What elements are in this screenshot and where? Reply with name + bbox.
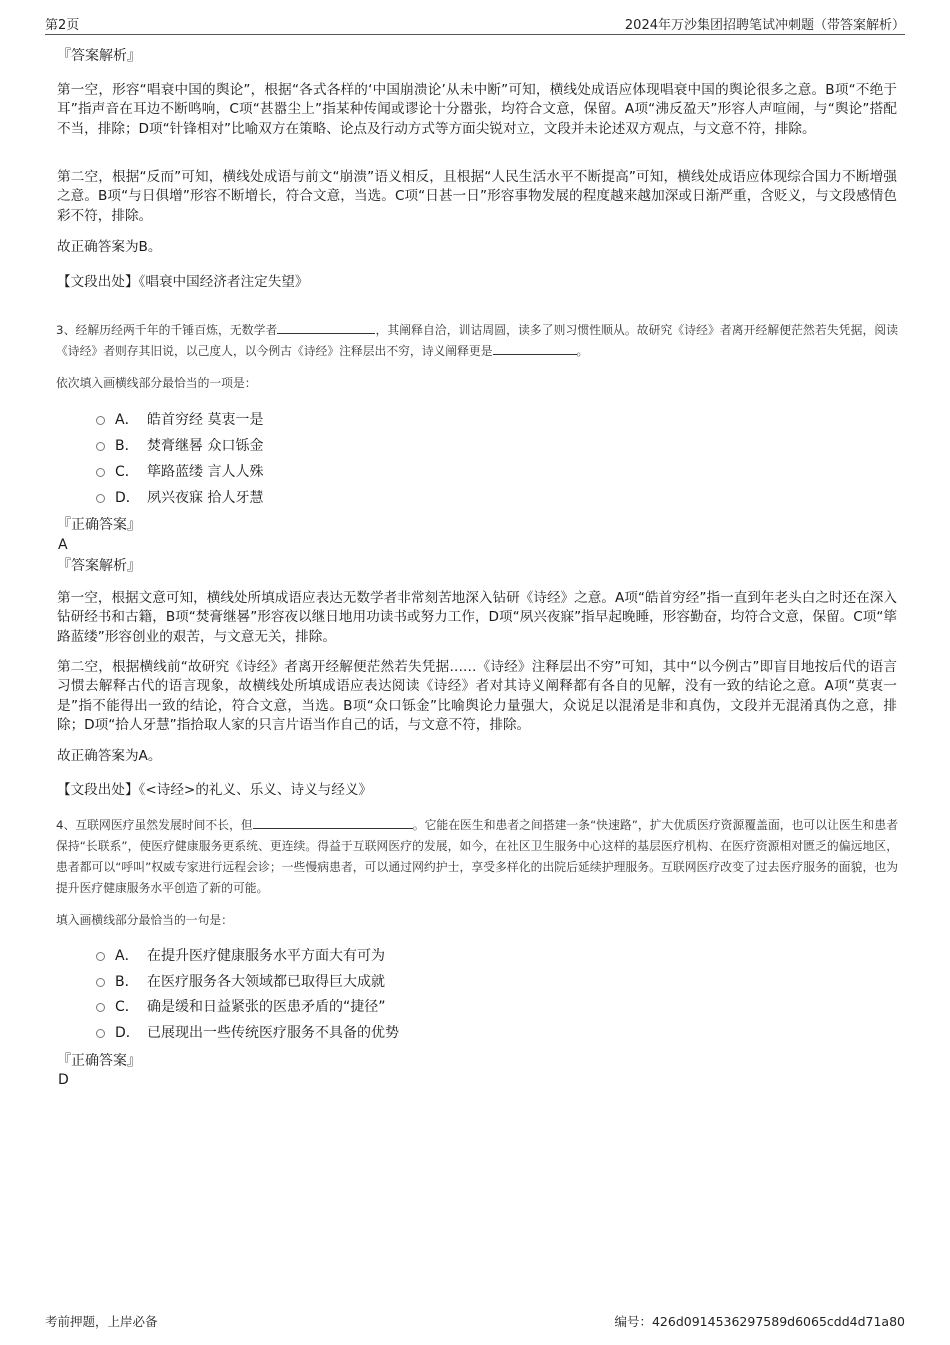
stem-text: 4、互联网医疗虽然发展时间不长，但: [56, 818, 253, 832]
analysis-label: 『答案解析』: [57, 558, 141, 574]
footer-slogan: 考前押题，上岸必备: [45, 1314, 158, 1329]
source-label: 【文段出处】: [57, 782, 139, 798]
correct-answer: A: [58, 537, 68, 553]
source-title: 《唱衰中国经济者注定失望》: [138, 274, 309, 290]
page-number: 第2页: [45, 18, 80, 33]
correct-answer: D: [58, 1072, 69, 1088]
radio-icon[interactable]: [96, 1003, 105, 1012]
page-header: [45, 14, 905, 35]
radio-icon[interactable]: [96, 468, 105, 477]
option-b[interactable]: B． 在医疗服务各大领域都已取得巨大成就: [96, 972, 385, 992]
answer-blank: [277, 321, 375, 334]
conclusion: 故正确答案为B。: [57, 239, 162, 255]
correct-answer-label: 『正确答案』: [57, 517, 141, 533]
source-line: [57, 780, 897, 800]
question-stem: [56, 815, 898, 899]
radio-icon[interactable]: [96, 978, 105, 987]
option-d[interactable]: D． 夙兴夜寐 拾人牙慧: [96, 488, 263, 508]
option-b[interactable]: B． 焚膏继晷 众口铄金: [96, 436, 263, 456]
document-code: 编号：426d0914536297589d6065cdd4d71a80: [614, 1314, 905, 1329]
document-title: 2024年万沙集团招聘笔试冲刺题（带答案解析）: [624, 18, 905, 33]
radio-icon[interactable]: [96, 1029, 105, 1038]
question-prompt: 填入画横线部分最恰当的一句是：: [56, 913, 233, 927]
answer-blank: [493, 342, 577, 355]
analysis-paragraph: 第一空，根据文意可知，横线处所填成语应表达无数学者非常刻苦地深入钻研《诗经》之意。A项“皓首穷经”指一直到年老头白之时还在深入钻研经书和古籍，B项“焚膏继晷”形容夜以继日地用功读书或努力工作，D项“夙兴夜寐”指早起晚睡，形容勤奋，均符合文意，保留。C项“筚路蓝缕”形容创业的艰苦，与文意无关，排除。: [57, 590, 897, 645]
answer-blank: [253, 816, 413, 829]
option-a[interactable]: A． 在提升医疗健康服务水平方面大有可为: [96, 946, 385, 966]
option-d[interactable]: D． 已展现出一些传统医疗服务不具备的优势: [96, 1023, 399, 1043]
radio-icon[interactable]: [96, 952, 105, 961]
conclusion: 故正确答案为A。: [57, 748, 162, 764]
stem-text: ，其阐释自洽，训诂周圆，读多了则习惯性顺从。故研究《诗经》者离开经解便茫然若失凭据，阅读《诗经》者则存其旧说，以己度人，以今例古《诗经》注释层出不穷，诗义阐释更是: [56, 323, 898, 358]
question-prompt: 依次填入画横线部分最恰当的一项是：: [56, 376, 257, 390]
stem-text: 。: [576, 344, 589, 358]
option-c[interactable]: C． 确是缓和日益紧张的医患矛盾的“捷径”: [96, 997, 386, 1017]
analysis-label: 『答案解析』: [57, 48, 141, 64]
correct-answer-label: 『正确答案』: [57, 1053, 141, 1069]
radio-icon[interactable]: [96, 442, 105, 451]
analysis-paragraph: 第二空，根据“反而”可知，横线处成语与前文“崩溃”语义相反，且根据“人民生活水平不断提高”可知，横线处成语应体现综合国力不断增强之意。B项“与日俱增”形容不断增长，符合文意，当选。C项“日甚一日”形容事物发展的程度越来越加深或日渐严重，含贬义，与文段感情色彩不符，排除。: [57, 169, 897, 224]
radio-icon[interactable]: [96, 494, 105, 503]
analysis-paragraph: 第二空，根据横线前“故研究《诗经》者离开经解便茫然若失凭据……《诗经》注释层出不穷”可知，其中“以今例古”即盲目地按后代的语言习惯去解释古代的语言现象，故横线处所填成语应表达阅读《诗经》者对其诗义阐释都有各自的见解，没有一致的结论之意。A项“莫衷一是”指不能得出一致的结论，符合文意，当选。B项“众口铄金”比喻舆论力量强大，众说足以混淆是非和真伪，文段并无混淆真伪之意，排除；D项“拾人牙慧”指拾取人家的只言片语当作自己的话，与文意不符，排除。: [57, 659, 897, 733]
option-c[interactable]: C． 筚路蓝缕 言人人殊: [96, 462, 263, 482]
radio-icon[interactable]: [96, 416, 105, 425]
source-title: 《<诗经>的礼义、乐义、诗义与经义》: [138, 782, 373, 798]
option-a[interactable]: A． 皓首穷经 莫衷一是: [96, 410, 263, 430]
question-stem: [56, 320, 898, 362]
stem-text: 3、经解历经两千年的千锤百炼，无数学者: [56, 323, 278, 337]
source-line: [57, 272, 897, 292]
source-label: 【文段出处】: [57, 274, 139, 290]
analysis-paragraph: 第一空，形容“唱衰中国的舆论”，根据“各式各样的‘中国崩溃论’从未中断”可知，横线处成语应体现唱衰中国的舆论很多之意。B项“不绝于耳”指声音在耳边不断鸣响，C项“甚嚣尘上”指某种传闻或谬论十分嚣张，均符合文意，保留。A项“沸反盈天”形容人声喧闹，与“舆论”搭配不当，排除；D项“针锋相对”比喻双方在策略、论点及行动方式等方面尖锐对立，文段并未论述双方观点，与文意不符，排除。: [57, 82, 897, 137]
stem-text: 。它能在医生和患者之间搭建一条“快速路”，扩大优质医疗资源覆盖面，也可以让医生和患者保持“长联系”，使医疗健康服务更系统、更连续。得益于互联网医疗的发展，如今，在社区卫生服务中心这样的基层医疗机构、在医疗资源相对匮乏的偏远地区，患者都可以“呼叫”权威专家进行远程会诊；一些慢病患者，可以通过网约护士，享受多样化的出院后延续护理服务。互联网医疗改变了过去医疗服务的面貌，也为提升医疗健康服务水平创造了新的可能。: [56, 818, 898, 895]
